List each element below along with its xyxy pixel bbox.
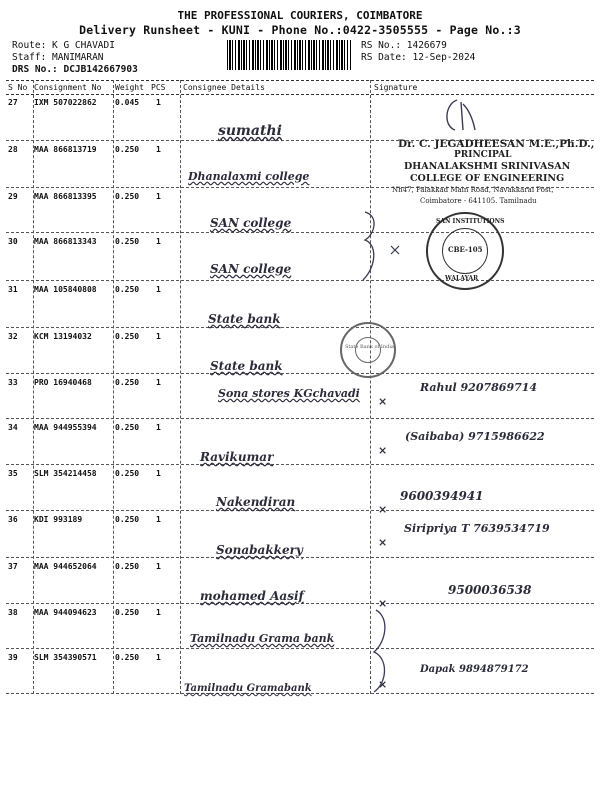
runsheet-subtitle: Delivery Runsheet - KUNI - Phone No.:0422-3505555 - Page No.:3 [79, 23, 521, 37]
row-weight: 0.250 [115, 145, 140, 154]
table-row [6, 373, 594, 419]
row-consignee-handwriting: Nakendiran [216, 495, 296, 509]
row-pcs: 1 [156, 378, 161, 387]
table-row [6, 327, 594, 374]
table-row [6, 510, 594, 558]
row-pcs: 1 [156, 653, 161, 662]
col-weight: Weight [115, 83, 144, 92]
row-sno: 31 [8, 285, 18, 294]
brace-mark-bottom [368, 606, 408, 696]
row-weight: 0.250 [115, 285, 140, 294]
row-signature: 9600394941 [400, 489, 484, 503]
row-consignee-handwriting: mohamed Aasif [200, 589, 304, 603]
bank-seal [340, 322, 396, 378]
row-consignee-handwriting: Dhanalaxmi college [188, 170, 310, 183]
row-pcs: 1 [156, 515, 161, 524]
route-label: Route: K G CHAVADI [12, 40, 115, 51]
col-pcs: PCS [151, 83, 166, 92]
table-row [6, 603, 594, 649]
row-consignment: IXM 507022862 [34, 98, 97, 107]
rs-number: RS No.: 1426679 [361, 40, 447, 51]
row-pcs: 1 [156, 237, 161, 246]
row-sno: 29 [8, 192, 18, 201]
col-signature: Signature [374, 83, 418, 92]
cross-mark: × [378, 395, 388, 408]
row-consignee-handwriting: Tamilnadu Grama bank [190, 632, 335, 645]
cross-mark: × [378, 678, 388, 691]
row-signature: Rahul 9207869714 [420, 381, 538, 394]
row-sno: 27 [8, 98, 18, 107]
row-consignee-handwriting: Tamilnadu Gramabank [184, 683, 312, 694]
row-consignment: KDI 993189 [34, 515, 83, 524]
row-pcs: 1 [156, 192, 161, 201]
row-sno: 39 [8, 653, 18, 662]
row-consignee-handwriting: Sona stores KGchavadi [218, 387, 360, 400]
row-consignment: KCM 13194032 [34, 332, 92, 341]
row-signature: (Saibaba) 9715986622 [405, 430, 545, 443]
col-sno: S No [8, 83, 28, 92]
table-row [6, 280, 594, 328]
table-row [6, 464, 594, 516]
row-weight: 0.250 [115, 237, 140, 246]
cross-mark: × [378, 444, 388, 457]
row-sno: 28 [8, 145, 18, 154]
row-weight: 0.045 [115, 98, 140, 107]
row-signature: 9500036538 [448, 583, 532, 597]
row-pcs: 1 [156, 562, 161, 571]
stamp-name: Dr. C. JEGADHEESAN M.E.,Ph.D., [398, 138, 595, 150]
row-pcs: 1 [156, 608, 161, 617]
barcode [227, 40, 351, 70]
institution-seal [426, 212, 504, 290]
row-consignee-handwriting: sumathi [218, 123, 282, 139]
stamp-address-2: Coimbatore - 641105. Tamilnadu [420, 197, 537, 205]
row-sno: 36 [8, 515, 18, 524]
row-consignment: MAA 866813719 [34, 145, 97, 154]
table-row [6, 418, 594, 465]
row-consignment: MAA 944094623 [34, 608, 97, 617]
company-title: THE PROFESSIONAL COURIERS, COIMBATORE [177, 9, 423, 22]
staff-label: Staff: MANIMARAN [12, 52, 104, 63]
drs-number: DRS No.: DCJB142667903 [12, 64, 138, 75]
row-consignment: MAA 944652064 [34, 562, 97, 571]
row-consignment: MAA 866813395 [34, 192, 97, 201]
bank-seal-text: State Bank of India [345, 344, 394, 350]
stamp-address-1: Nh47, Palakkad Main Road, Navakkarai Post, [392, 186, 554, 194]
row-weight: 0.250 [115, 562, 140, 571]
principal-signature [435, 96, 485, 138]
row-consignment: PRO 16940468 [34, 378, 92, 387]
row-weight: 0.250 [115, 423, 140, 432]
row-sno: 35 [8, 469, 18, 478]
row-sno: 32 [8, 332, 18, 341]
row-pcs: 1 [156, 285, 161, 294]
row-sno: 30 [8, 237, 18, 246]
row-pcs: 1 [156, 332, 161, 341]
table-row [6, 557, 594, 610]
cross-mark: × [378, 597, 388, 610]
stamp-college-1: DHANALAKSHMI SRINIVASAN [404, 161, 571, 172]
table-row [6, 648, 594, 694]
row-sno: 34 [8, 423, 18, 432]
cross-mark: × [378, 536, 388, 549]
row-consignment: MAA 944955394 [34, 423, 97, 432]
row-consignee-handwriting: Sonabakkery [216, 543, 303, 557]
table-row [6, 232, 594, 281]
row-consignee-handwriting: Ravikumar [200, 450, 274, 464]
stamp-college-2: COLLEGE OF ENGINEERING [410, 173, 565, 184]
stamp-title: PRINCIPAL [454, 150, 512, 160]
row-pcs: 1 [156, 469, 161, 478]
row-sno: 33 [8, 378, 18, 387]
row-signature: Dapak 9894879172 [420, 664, 529, 675]
col-consignment: Consignment No [34, 83, 102, 92]
row-consignment: MAA 866813343 [34, 237, 97, 246]
row-pcs: 1 [156, 98, 161, 107]
seal-top-text: SAN INSTITUTIONS [436, 218, 505, 225]
row-weight: 0.250 [115, 608, 140, 617]
row-pcs: 1 [156, 145, 161, 154]
row-weight: 0.250 [115, 192, 140, 201]
col-consignee: Consignee Details [183, 83, 265, 92]
row-signature: Siripriya T 7639534719 [404, 522, 550, 535]
row-weight: 0.250 [115, 332, 140, 341]
row-consignee-handwriting: State bank [210, 359, 283, 373]
rs-date: RS Date: 12-Sep-2024 [361, 52, 476, 63]
cross-mark: × [378, 503, 388, 516]
row-consignment: SLM 354214458 [34, 469, 97, 478]
row-consignee-handwriting: SAN college [210, 262, 292, 276]
row-consignee-handwriting: SAN college [210, 216, 292, 230]
seal-center-text: CBE-105 [448, 245, 483, 254]
row-sno: 38 [8, 608, 18, 617]
table-row [6, 93, 594, 141]
brace-mark [355, 206, 405, 286]
row-consignment: MAA 105840808 [34, 285, 97, 294]
row-weight: 0.250 [115, 653, 140, 662]
row-weight: 0.250 [115, 378, 140, 387]
row-pcs: 1 [156, 423, 161, 432]
row-consignment: SLM 354390571 [34, 653, 97, 662]
seal-bottom-text: WALAYAR [445, 275, 479, 282]
row-weight: 0.250 [115, 515, 140, 524]
row-weight: 0.250 [115, 469, 140, 478]
row-consignee-handwriting: State bank [208, 312, 281, 326]
row-sno: 37 [8, 562, 18, 571]
